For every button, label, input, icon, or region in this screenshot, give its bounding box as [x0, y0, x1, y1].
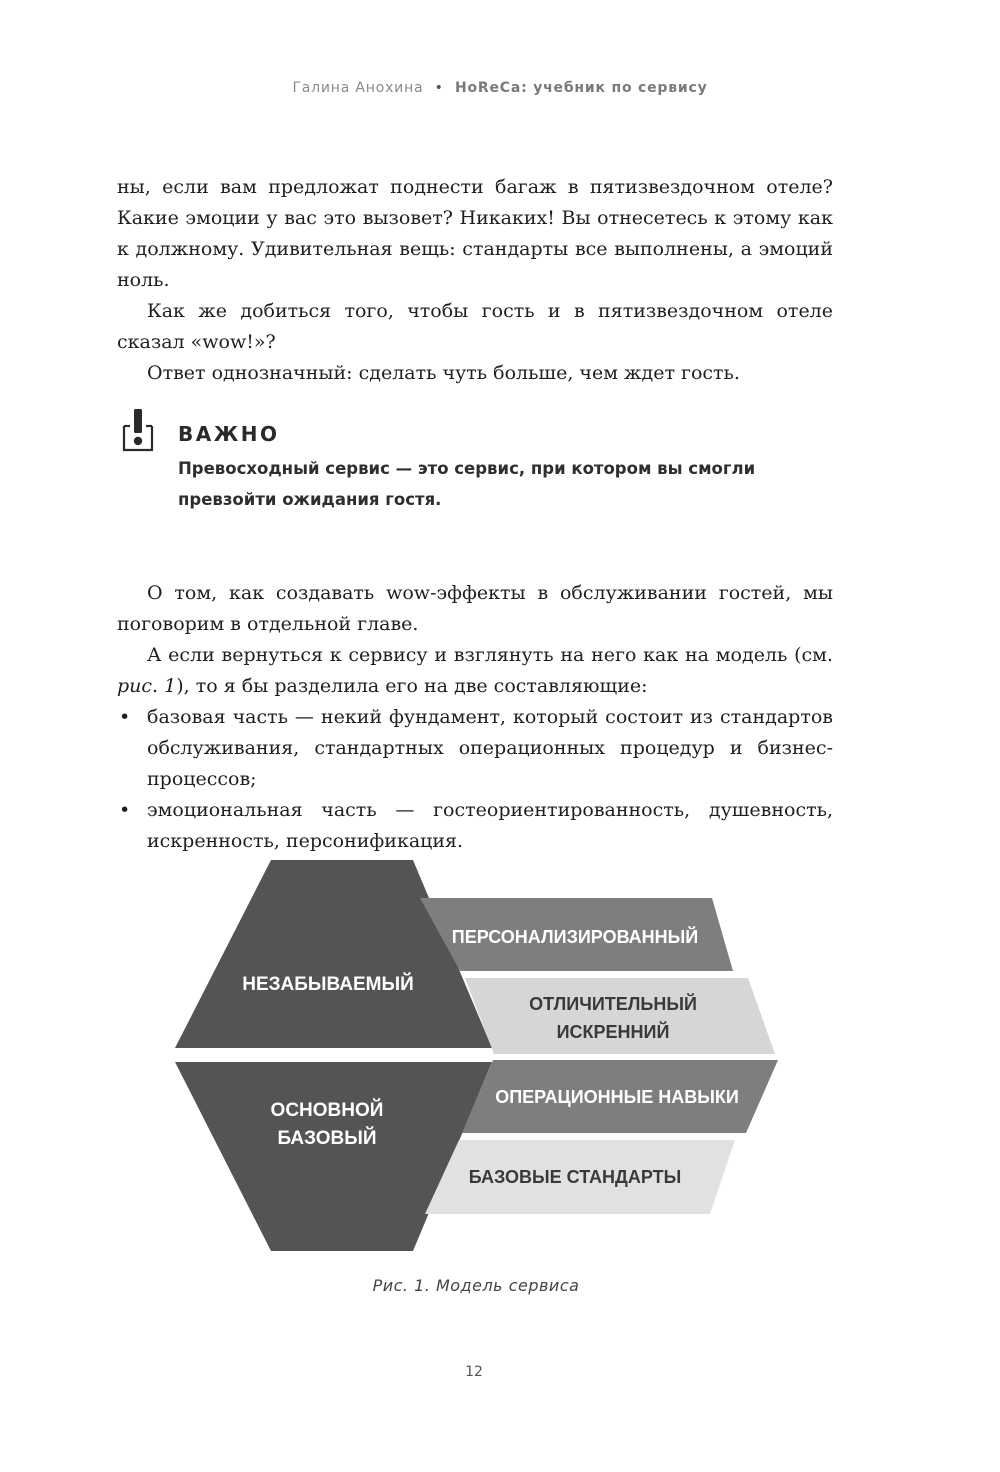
exclamation-box-icon: [120, 408, 156, 452]
list-item: [117, 795, 833, 857]
bottom-hex-label-line1: ОСНОВНОЙ: [270, 1100, 384, 1121]
list-item-text: эмоциональная часть — гостеориентированность, душевность, искренность, персонификация.: [147, 799, 833, 852]
paragraph: Как же добиться того, чтобы гость и в пятизвездочном отеле сказал «wow!»?: [117, 300, 833, 353]
header-book-title: HoReCa: учебник по сервису: [455, 80, 708, 96]
paragraph: [117, 640, 833, 702]
paragraph-text: А если вернуться к сервису и взглянуть на него как на модель (см.: [147, 644, 833, 666]
header-author: Галина Анохина: [292, 80, 424, 96]
bullet-dot: •: [119, 706, 131, 728]
arrow-distinctive-label-line2: ИСКРЕННИЙ: [556, 1022, 670, 1042]
bullet-list: [117, 702, 833, 857]
top-hex-label: НЕЗАБЫВАЕМЫЙ: [242, 974, 414, 995]
top-hex-shape: [175, 860, 492, 1048]
running-head: [0, 80, 1000, 96]
service-model-figure: [0, 850, 1000, 1270]
bottom-hex-label-line2: БАЗОВЫЙ: [277, 1128, 377, 1149]
arrow-operational-label: ОПЕРАЦИОННЫЕ НАВЫКИ: [495, 1087, 739, 1107]
list-item-text: базовая часть — некий фундамент, который состоит из стандартов обслуживания, стандартных операционных процедур и бизнес-процессов;: [147, 706, 833, 790]
paragraph-text: ), то я бы разделила его на две составляющие:: [176, 675, 648, 697]
arrow-distinctive-label-line1: ОТЛИЧИТЕЛЬНЫЙ: [529, 994, 697, 1014]
paragraph: О том, как создавать wow-эффекты в обслуживании гостей, мы поговорим в отдельной главе.: [117, 582, 833, 635]
bullet-dot: •: [119, 799, 131, 821]
text-block-2: [117, 578, 833, 857]
arrow-distinctive: [465, 978, 775, 1054]
important-text: Превосходный сервис — это сервис, при котором вы смогли превзойти ожидания гостя.: [178, 459, 756, 509]
page-number: 12: [465, 1364, 483, 1380]
header-separator: •: [434, 80, 444, 96]
list-item: [117, 702, 833, 795]
paragraph: ны, если вам предложат поднести багаж в пятизвездочном отеле? Какие эмоции у вас это вызовет? Никаких! Вы отнесетесь к этому как к должному. Удивительная вещь: стандарты все выполнены, а эмоций ноль.: [117, 176, 833, 291]
paragraph: Ответ однозначный: сделать чуть больше, чем ждет гость.: [147, 362, 740, 384]
text-block-1: [117, 172, 833, 389]
arrow-base-standards-label: БАЗОВЫЕ СТАНДАРТЫ: [468, 1167, 682, 1187]
arrow-personalized-label: ПЕРСОНАЛИЗИРОВАННЫЙ: [451, 927, 699, 947]
bottom-hex-shape: [175, 1062, 492, 1251]
figure-caption: Рис. 1. Модель сервиса: [372, 1276, 580, 1295]
figure-reference: рис. 1: [117, 675, 177, 697]
important-label: ВАЖНО: [178, 422, 280, 446]
